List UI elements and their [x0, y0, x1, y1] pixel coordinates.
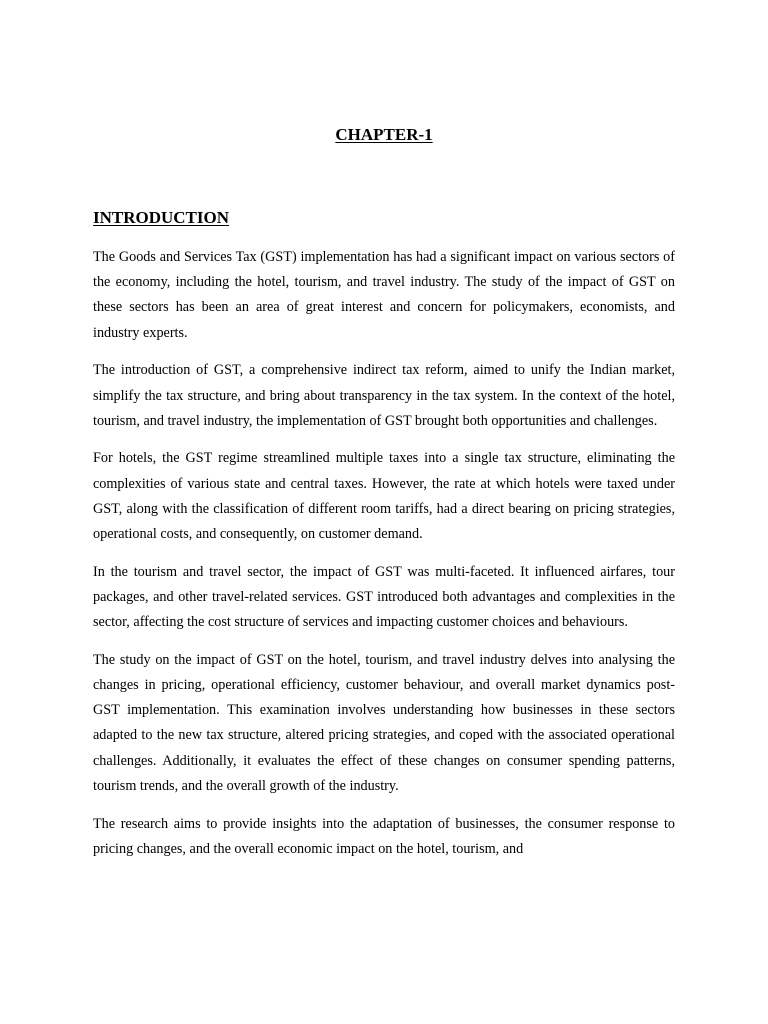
paragraph: In the tourism and travel sector, the impact of GST was multi-faceted. It influenced airfares, tour packages, and other travel-related services. GST introduced both advantages and complexities in the sector, affecting the cost structure of services and impacting customer choices and behaviours. [93, 563, 675, 631]
paragraph: The study on the impact of GST on the hotel, tourism, and travel industry delves into analysing the changes in pricing, operational efficiency, customer behaviour, and overall market dynamics post-GST implementation. This examination involves understanding how businesses in these sectors adapted to the new tax structure, altered pricing strategies, and coped with the associated operational challenges. Additionally, it evaluates the effect of these changes on consumer spending patterns, tourism trends, and the overall growth of the industry. [93, 651, 675, 794]
paragraph: The research aims to provide insights into the adaptation of businesses, the consumer response to pricing changes, and the overall economic impact on the hotel, tourism, and [93, 815, 675, 857]
body-text [93, 245, 675, 874]
chapter-title-text: CHAPTER-1 [335, 125, 433, 144]
section-heading: INTRODUCTION [93, 208, 230, 227]
paragraph: The Goods and Services Tax (GST) implementation has had a significant impact on various sectors of the economy, including the hotel, tourism, and travel industry. The study of the impact of GST on these sectors has been an area of great interest and concern for policymakers, economists, and industry experts. [93, 249, 675, 341]
paragraph: The introduction of GST, a comprehensive indirect tax reform, aimed to unify the Indian market, simplify the tax structure, and bring about transparency in the tax system. In the context of the hotel, tourism, and travel industry, the implementation of GST brought both opportunities and challenges. [93, 362, 675, 429]
chapter-title [0, 124, 768, 146]
paragraph: For hotels, the GST regime streamlined multiple taxes into a single tax structure, eliminating the complexities of various state and central taxes. However, the rate at which hotels were taxed under GST, along with the classification of different room tariffs, had a direct bearing on pricing strategies, operational costs, and consequently, on customer demand. [93, 450, 675, 543]
